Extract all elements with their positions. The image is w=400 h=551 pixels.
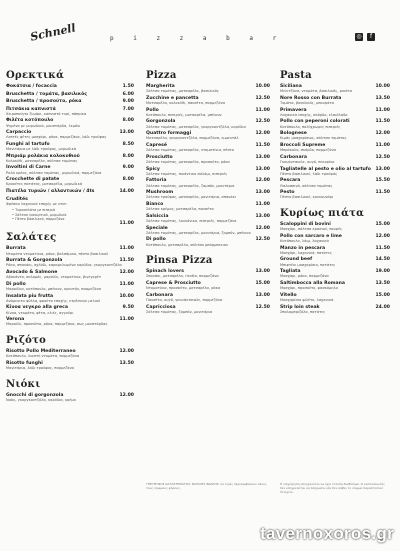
item-name: Spinach lovers (146, 269, 184, 275)
item-description: Σπανάκι, μοτσαρέλα, ricotta, παρμεζάνα (146, 274, 219, 279)
item-name: Bolognese (280, 131, 307, 137)
dip-option: • Τυροσαλάτα με πιπεριά (12, 208, 55, 213)
item-description: Μελιτζάνα, ντομάτα, βασιλικός, ρικότα (280, 89, 352, 94)
item-price: 12.00 (119, 392, 134, 398)
item-name: Gorgonzola (146, 119, 176, 125)
item-price: 12.50 (255, 237, 270, 243)
item-description: Χειροποίητο ζυμάρι, καπνιστό τυρί, πάπρικα (6, 111, 87, 116)
item-description: Μανιτάρια με λάδι τρούφας, μυρωδικά (6, 147, 77, 152)
item-price: 8.00 (122, 153, 134, 159)
item-price: 13.00 (255, 213, 270, 219)
item-price: 12.00 (255, 131, 270, 137)
item-name: Pollo con sarcaro e lime (280, 233, 342, 239)
item-price: 15.00 (375, 221, 390, 227)
item-price: 24.00 (375, 304, 390, 310)
item-price: 10.00 (119, 293, 134, 299)
item-description: Κοτόπουλο, πολύχρωμες πιπεριές (280, 124, 341, 129)
item-price: 14.00 (119, 189, 134, 195)
item-price: 6.00 (122, 91, 134, 97)
item-price: 8.00 (122, 118, 134, 124)
item-price: 13.50 (119, 360, 134, 366)
item-price: 11.00 (119, 246, 134, 252)
item-description: Μαρούλια, κοτόπουλο, μπέικον, κρουτόν, παρμεζάνα (6, 287, 102, 292)
item-description: Μοσχάρι, προσούτο, φασκόμηλο (280, 286, 338, 291)
item-price: 11.50 (375, 190, 390, 196)
item-name: Crocchette di patate (6, 177, 60, 183)
item-description: Σάλτσα τομάτας, λουκάνικο, πιπεριές, παρμεζάνα (146, 218, 237, 223)
item-description: Σάλτσα τομάτας, μοτσαρέλα, προσούτο, ρόκα (146, 159, 230, 164)
item-name: Margherita (146, 84, 175, 89)
item-price: 11.00 (119, 317, 134, 323)
item-price: 12.00 (375, 233, 390, 239)
item-price: 13.50 (375, 280, 390, 286)
column-middle (146, 70, 270, 316)
item-price: 13.00 (119, 130, 134, 136)
header-bar (0, 0, 400, 52)
item-name: Mushroom (146, 190, 174, 196)
item-price: 9.00 (122, 99, 134, 104)
item-name: Funghi al tartufo (6, 141, 50, 147)
item-price: 15.00 (375, 292, 390, 298)
item-price: 8.50 (122, 141, 134, 147)
item-description: Λαχανικά εποχής, σκόρδο, ελαιόλαδο (280, 112, 348, 117)
item-name: Avocado & Salmone (6, 270, 58, 276)
item-name: Capresé (146, 142, 167, 148)
item-price: 12.00 (375, 131, 390, 137)
item-description: Ρόκα, σπανάκι, αχλάδι, καραμελωμένα καρύδια, γκοργκοντζόλα (6, 263, 122, 268)
item-description: Ντομάτα ντοματίνια, ρόκα, βαλσάμικο, πέστο βασιλικού (6, 251, 109, 256)
item-description: Σπαλομπριζόλα, πατάτες (280, 309, 326, 314)
item-name: Pollo (146, 107, 159, 113)
brand-text: p i z z a b a r (110, 35, 285, 42)
item-price: 13.00 (375, 166, 390, 172)
item-price: 11.00 (375, 107, 390, 113)
footnote-right: Η επιχείρηση υποχρεούται να έχει έντυπα διαθέσιμα. Ο καταναλωτής δεν υποχρεούται να πληρώσει εάν δεν λάβει το νόμιμο παραστατικό στοιχείο. (280, 482, 385, 494)
item-price: 19.00 (375, 269, 390, 275)
watermark: tavernoxoros.gr (260, 524, 394, 543)
item-name: Manzo in pescara (280, 245, 326, 251)
item-price: 10.00 (255, 84, 270, 89)
item-price: 11.00 (119, 281, 134, 287)
item-description: Μοσχάρι, σάλτσα κρασιού, πουρές (280, 227, 343, 232)
item-name: Risotto funghi (6, 360, 43, 366)
section-title: Pasta (280, 70, 312, 81)
item-description: Μπιφτέκι μοσχαρίσιο, πατάτες (280, 262, 336, 267)
item-description: Σάλτσα τρούφας, μοτσαρέλα, μανιτάρια, σπανάκι (146, 195, 236, 200)
social-links (355, 33, 375, 41)
item-price: 13.00 (255, 292, 270, 298)
item-price: 13.00 (255, 190, 270, 196)
item-description: Λεπτές φέτες μοσχάρι, ρόκα, παρμεζάνα, λάδι τρούφας (6, 135, 107, 140)
item-description: Σάλτσα τομάτας, μοτσαρέλα, ντοματίνια, πέστο (146, 148, 234, 153)
item-name: Tagliatelle al pesto e olio al tartufo (280, 166, 371, 172)
item-price: 15.50 (375, 178, 390, 184)
item-description: Γκουάντσιαλε, αυγό, πεκορίνο (280, 159, 335, 164)
item-price: 13.50 (375, 95, 390, 101)
section-title: Κυρίως πιάτα (280, 207, 365, 219)
item-name: Broccoli Supreme (280, 142, 326, 148)
item-description: Κοτόπουλο, λάιμ, λαχανικά (280, 238, 329, 243)
item-name: Bianco (146, 201, 164, 207)
item-name: Bruschetta / τομάτα, βασιλικός (6, 91, 87, 97)
item-price: 9.00 (122, 165, 134, 171)
item-name: Carbonara (280, 154, 307, 160)
item-name: Nore Rosso con Burrata (280, 95, 342, 101)
item-name: Salsiccia (146, 213, 169, 219)
item-name: Φοκάτσια / focaccia (6, 84, 57, 89)
item-price: 14.50 (375, 257, 390, 263)
item-description: Αβοκάντο, σολομός, μαρούλι, ντοματίνια, βινεγκρέτ (6, 275, 101, 280)
item-price: 12.50 (255, 304, 270, 310)
item-description: Ανάμεικτα φύλλα, φρούτα εποχής, ντρέσινγκ μελιού (6, 298, 101, 303)
column-right (280, 70, 390, 316)
section-title: Νιόκι (6, 378, 41, 390)
item-price: 12.50 (375, 154, 390, 160)
item-name: Capricciosa (146, 304, 176, 310)
item-name: Zucchine e pancetta (146, 95, 199, 101)
item-name: Κίνοα νεγκρο alla greca (6, 305, 68, 311)
item-description: Μαρούλι, προσούτο, ρόκα, παρμεζάνα, σως μουστάρδας (6, 322, 108, 327)
item-description: Πέστο βασιλικού, κουκουνάρι (280, 195, 334, 200)
item-description: Ψημένα με μυρωδικά, μουστάρδα, λεμόνι (6, 123, 81, 128)
item-description: Ρολά κρέας, σάλτσα τομάτας, μυρωδικά, παρμεζάνα (6, 170, 102, 175)
section-title: Pinsa Pizza (146, 255, 213, 267)
item-price: 1.50 (122, 84, 134, 89)
item-price: 11.00 (255, 201, 270, 207)
item-description: Μανιτάρια, λάδι τρούφας, παρμεζάνα (6, 366, 75, 371)
item-name: Burrata (6, 246, 26, 252)
item-price: 12.00 (255, 225, 270, 231)
item-description: Ντοματίνια, προσούτο, μοτσαρέλα, ρόκα (146, 286, 221, 291)
item-description: Σάλτσα τομάτας, μοτσαρέλα, βασιλικός (146, 89, 219, 94)
item-description: Φρέσκα λαχανικά εποχής με ντιπ: (6, 201, 67, 206)
item-name: Vitello (280, 292, 297, 298)
item-name: Fattoria (146, 178, 167, 184)
item-description: Κολοκύθι, μοτσαρέλα, σάλτσα τομάτας (6, 158, 78, 163)
item-price: 9.50 (122, 305, 134, 311)
section-title: Σαλάτες (6, 232, 57, 244)
menu-item (6, 99, 134, 104)
item-description: Κοτόπουλο, μοτσαρέλα, σάλτσα μπάρμπεκιου (146, 242, 229, 247)
item-name: Tagliata (280, 269, 301, 275)
item-description: Πανσέτα, αυγό, γκουάντσιαλε, παρμεζάνα (146, 297, 223, 302)
item-name: Ground beef (280, 257, 313, 263)
item-price: 11.50 (119, 258, 134, 264)
item-name: Caprese & Prosciutto (146, 280, 201, 286)
item-description: Κροκέτες πατάτας, μοτσαρέλα, μυρωδικά (6, 182, 83, 187)
item-description: Θαλασσινά, σάλτσα τομάτας (280, 183, 333, 188)
item-description: Κιμάς μοσχαρίσιος, σάλτσα τομάτας (280, 136, 347, 141)
item-price: 10.00 (375, 84, 390, 89)
logo: Schnell (29, 21, 77, 44)
item-description: Σάλτσα τομάτας, μοτσαρέλα, ζαμπόν, μανιτάρια (146, 183, 235, 188)
item-description: Μοσχαρίσιο φιλέτο, λαχανικά (280, 297, 334, 302)
item-name: Crudités (6, 196, 28, 202)
item-price: 11.00 (375, 142, 390, 148)
item-price: 7.00 (122, 106, 134, 112)
facebook-icon[interactable]: f (367, 33, 375, 41)
item-name: Πιατέλα τυριών / αλλαντικών / 4ts (6, 189, 95, 195)
item-description: Πέστο βασιλικού, λάδι τρούφας (280, 171, 338, 176)
item-price: 12.50 (255, 95, 270, 101)
item-price: 15.00 (255, 280, 270, 286)
item-description: Μοσχάρι, λαχανικά, πατάτες (280, 250, 333, 255)
item-price: 13.00 (255, 269, 270, 275)
item-name: Verona (6, 317, 25, 323)
item-description: Κίνοα, ντομάτα, φέτα, ελιές, αγγούρι (6, 310, 74, 315)
item-price: 12.00 (119, 270, 134, 276)
item-name: Spicy (146, 166, 160, 172)
item-name: Speciale (146, 225, 168, 231)
item-name: Carbonara (146, 292, 173, 298)
item-price: 12.00 (255, 178, 270, 184)
item-name: Carpaccio (6, 130, 32, 136)
dip-option: • Σάλτσα γιαουρτιού, μυρωδικά (12, 212, 67, 217)
item-description: Σάλτσα τομάτας, μοτσαρέλα, μανιτάρια, ζαμπόν, μπέικον (146, 230, 251, 235)
column-left (6, 70, 134, 404)
item-name: Gnocchi di gorgonzola (6, 392, 64, 398)
item-price: 11.50 (375, 245, 390, 251)
item-name: Πιτσάκια καπνιστά (6, 106, 56, 112)
menu-item (6, 189, 134, 194)
item-name: Pollo con peperoni colorati (280, 119, 350, 125)
item-price: 13.00 (255, 166, 270, 172)
item-name: Involtini di Carne (6, 165, 51, 171)
item-name: Burrata & Gorgonzola (6, 258, 63, 264)
item-description: Μοσχάρι, ρόκα, παρμεζάνα (280, 274, 329, 279)
item-price: 11.00 (119, 221, 134, 227)
item-price: 12.00 (119, 349, 134, 355)
item-price: 11.00 (255, 107, 270, 113)
footnote-middle: ΥΠΕΥΘΥΝΟΣ ΚΑΤΑΣΤΗΜΑΤΟΣ: ΒΑΣΙΛΗΣ ΖΩΑΚΗΣ. Οι τιμές περιλαμβάνουν όλους τους νόμιμους φόρους. (146, 482, 267, 490)
instagram-icon[interactable]: ◎ (356, 33, 362, 40)
item-name: Di pollo (146, 237, 166, 243)
item-description: Τομάτα, βασιλικός, μπουράτα (280, 101, 334, 105)
item-name: Saltimbocca alla Romana (280, 280, 346, 286)
item-price: 11.50 (375, 119, 390, 125)
item-description: Σάλτσα τομάτας, πικάντικο σαλάμι, πιπεριές (146, 171, 228, 176)
item-name: Quattro formaggi (146, 131, 192, 137)
item-name: Risotto Pollo Mediterraneo (6, 349, 76, 355)
item-description: Μπρόκολο, σκόρδο, παρμεζάνα (280, 148, 336, 153)
item-price: 8.00 (122, 177, 134, 183)
item-name: Μπριάμ ρολάκια κολοκυθιού (6, 153, 80, 159)
item-price: 12.50 (255, 119, 270, 125)
item-description: Κοτόπουλο, πιπεριές, μοτσαρέλα, μπέικον (146, 112, 222, 117)
item-description: Μοτσαρέλα, κολοκύθι, πανσέτα, παρμεζάνα (146, 101, 225, 105)
menu-item (6, 92, 134, 97)
item-description: Σάλτσα τομάτας, ζαμπόν, μανιτάρια (146, 309, 213, 314)
item-name: Insalata piu frutta (6, 293, 54, 299)
item-name: Bruschetta / προσούτο, ρόκα (6, 99, 82, 104)
item-price: 11.50 (255, 142, 270, 148)
item-name: Scaloppini di bovini (280, 221, 331, 227)
section-title: Ορεκτικά (6, 70, 65, 81)
item-description: Σάλτσα τομάτας, μοτσαρέλα, γκοργκοντζόλα, καρύδια (146, 124, 246, 129)
item-name: Di pollo (6, 281, 26, 287)
item-name: Prosciutto (146, 154, 173, 160)
item-name: Φιλέτα κοτόπουλο (6, 118, 54, 124)
item-name: Pescara (280, 178, 301, 184)
item-description: Σάλτσα κρέμας, μοτσαρέλα, πανσέτα (146, 207, 214, 212)
item-price: 13.00 (255, 154, 270, 160)
item-description: Νιόκι, γκοργκοντζόλα, καρύδια, κρέμα (6, 397, 76, 402)
item-description: Μοτσαρέλα, γκοργκοντζόλα, παρμεζάνα, εμμεντάλ (146, 136, 239, 141)
menu-item (6, 84, 134, 89)
section-title: Pizza (146, 70, 177, 81)
section-title: Ριζότο (6, 335, 47, 347)
item-name: Primavera (280, 107, 307, 113)
item-name: Siciliana (280, 84, 302, 89)
item-description: Κοτόπουλο, λιαστή ντομάτα, παρμεζάνα (6, 354, 80, 359)
item-name: Pesto (280, 190, 295, 196)
dip-option: • Πέστο βασιλικού, παρμεζάνα (12, 216, 65, 221)
item-name: Strip loin steak (280, 304, 320, 310)
